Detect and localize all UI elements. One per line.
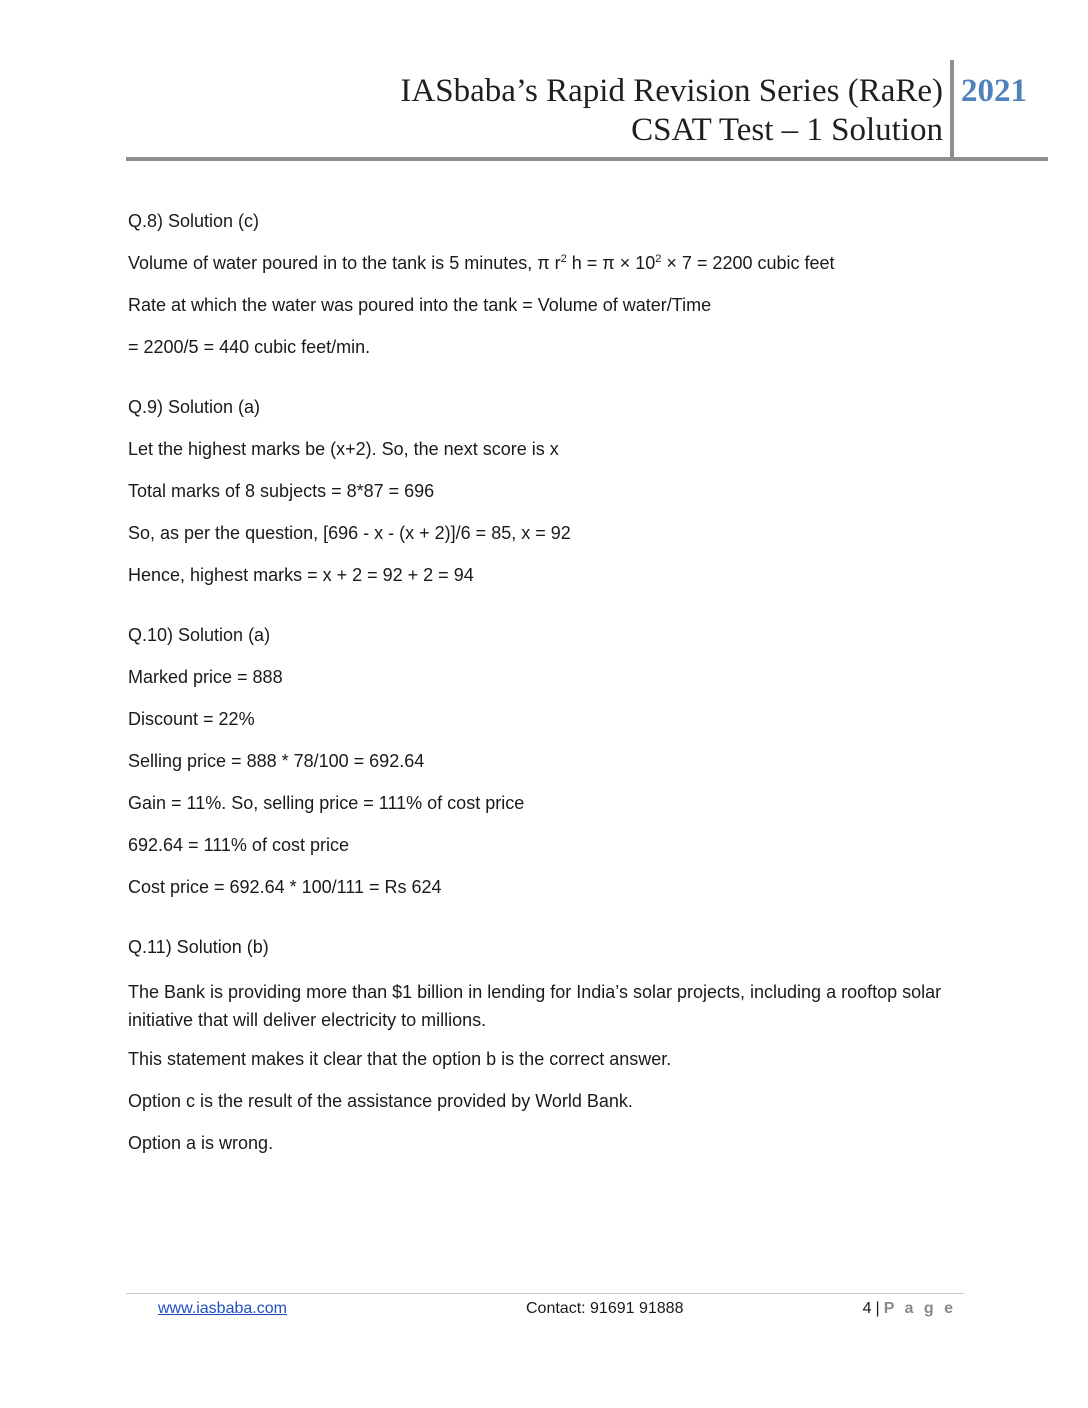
section-line: Rate at which the water was poured into the tank = Volume of water/Time [128, 295, 712, 315]
section-q10 [128, 624, 978, 898]
page-indicator [863, 1298, 956, 1320]
page-header [0, 0, 1088, 170]
section-heading: Q.8) Solution (c) [128, 211, 260, 231]
section-line: The Bank is providing more than $1 billion in lending for India’s solar projects, including a rooftop solar initiative that will deliver electricity to millions. [128, 982, 942, 1030]
section-line: Option c is the result of the assistance provided by World Bank. [128, 1091, 633, 1111]
page-separator: | [875, 1300, 880, 1317]
section-line: Discount = 22% [128, 709, 255, 729]
section-line: So, as per the question, [696 - x - (x + 2)]/6 = 85, x = 92 [128, 523, 571, 543]
section-line: This statement makes it clear that the option b is the correct answer. [128, 1049, 672, 1069]
section-line: Marked price = 888 [128, 667, 283, 687]
section-q9 [128, 396, 978, 586]
section-q11 [128, 936, 978, 1154]
section-line: Option a is wrong. [128, 1133, 274, 1153]
page-word: P a g e [883, 1300, 956, 1317]
section-line: Let the highest marks be (x+2). So, the next score is x [128, 439, 559, 459]
section-line: Cost price = 692.64 * 100/111 = Rs 624 [128, 877, 442, 897]
header-divider [950, 60, 954, 160]
page-content [128, 210, 978, 1192]
section-heading: Q.9) Solution (a) [128, 397, 261, 417]
section-line: Volume of water poured in to the tank is 5 minutes, π $r^2$ $h = \pi \times 10^2 \times 7 = 2200$ cubic feet [128, 253, 835, 273]
header-rule [126, 157, 1048, 161]
header-year: 2021 [961, 73, 1027, 109]
page-number: 4 [862, 1300, 872, 1317]
section-q8 [128, 210, 978, 358]
title-line-2: CSAT Test – 1 Solution [631, 112, 943, 148]
contact-info: Contact: 91691 91888 [526, 1300, 684, 1317]
section-line: Total marks of 8 subjects = 8*87 = 696 [128, 481, 435, 501]
section-line: = 2200/5 = 440 cubic feet/min. [128, 337, 371, 357]
section-heading: Q.11) Solution (b) [128, 937, 269, 957]
section-line: Gain = 11%. So, selling price = 111% of cost price [128, 793, 525, 813]
section-heading: Q.10) Solution (a) [128, 625, 271, 645]
section-line: Selling price = 888 * 78/100 = 692.64 [128, 751, 425, 771]
website-link[interactable]: www.iasbaba.com [158, 1300, 287, 1317]
section-line: 692.64 = 111% of cost price [128, 835, 349, 855]
page-footer [126, 1298, 964, 1322]
document-title [400, 72, 943, 150]
footer-rule [126, 1293, 964, 1294]
title-line-1: IASbaba’s Rapid Revision Series (RaRe) [400, 73, 943, 109]
section-line: Hence, highest marks = x + 2 = 92 + 2 = 94 [128, 565, 474, 585]
